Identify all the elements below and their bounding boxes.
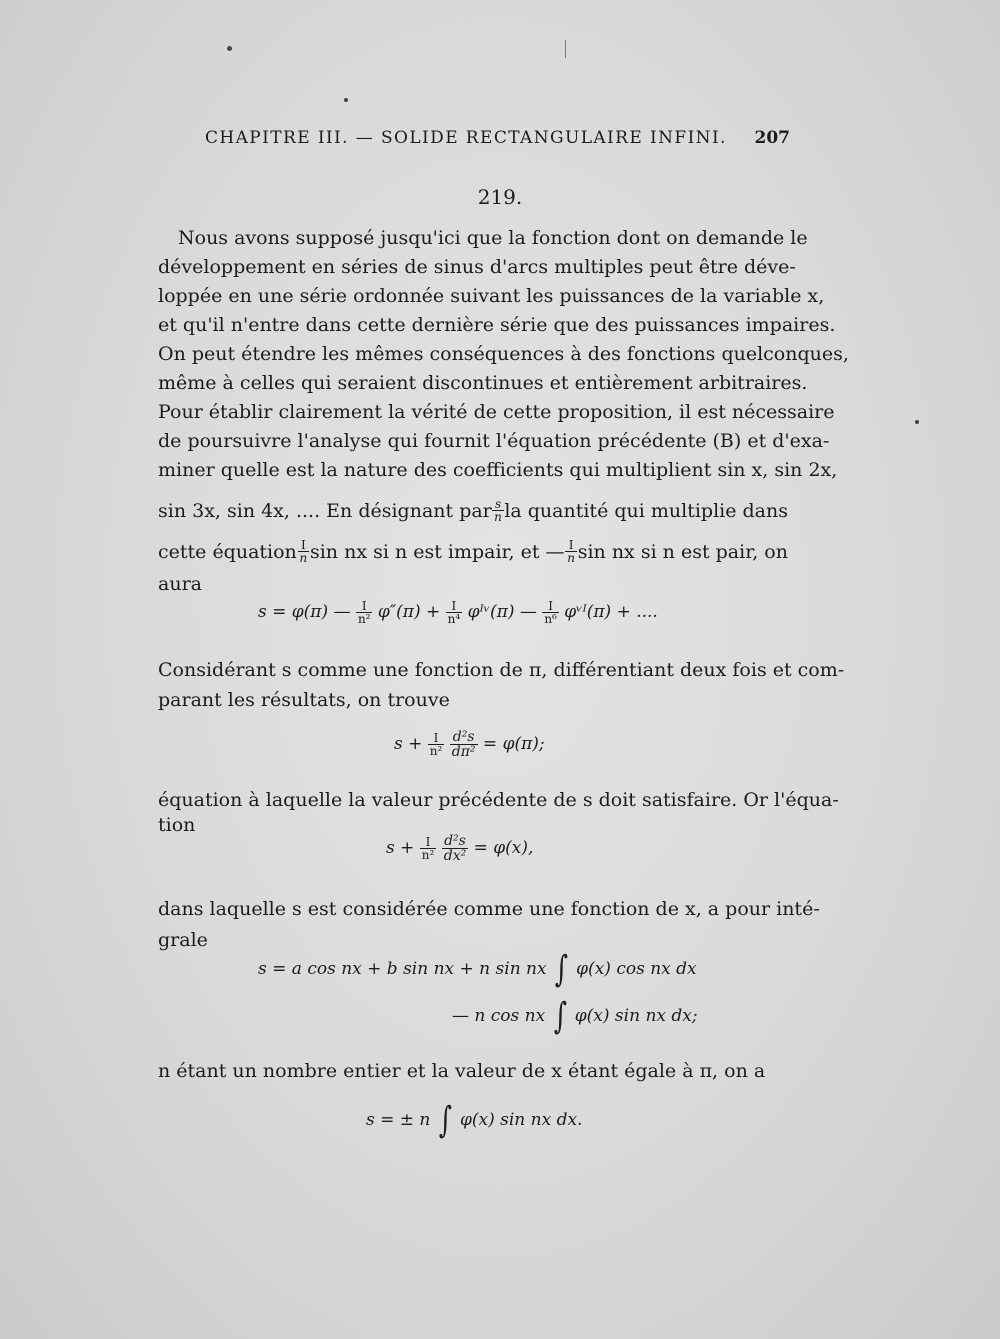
page-speck [915,420,919,424]
equation-integral: s = ± n ∫ φ(x) sin nx dx. [366,1099,583,1141]
text-line: On peut étendre les mêmes conséquences à des fonctions quelconques, [158,343,849,365]
fraction: $\frac{I}{\text{n⁴}}$ [447,599,461,626]
fraction: $\frac{I}{\text{n²}}$ [429,731,443,758]
integral-sign: ∫ [438,1099,452,1141]
text-line: aura [158,573,202,595]
equation-differential: s + $\frac{I}{\text{n²}}$ $\frac{\text{d²s}}{\text{dx²}}$ = φ(x), [386,833,534,864]
text-line: n étant un nombre entier et la valeur de x étant égale à π, on a [158,1060,766,1082]
page-number: 207 [754,128,790,148]
text-line: équation à laquelle la valeur précédente de s doit satisfaire. Or l'équa- [158,789,839,811]
text-line: dans laquelle s est considérée comme une fonction de x, a pour inté- [158,898,820,920]
text-line: même à celles qui seraient discontinues et entièrement arbitraires. [158,372,808,394]
fraction: $\frac{I}{\text{n²}}$ [421,835,435,862]
fraction: $\frac{I}{n}$ [299,538,308,565]
text-segment: sin nx si n est pair, on [577,540,788,563]
text-line: tion [158,814,196,836]
text-line: Pour établir clairement la vérité de cette proposition, il est nécessaire [158,401,835,423]
integral-sign: ∫ [554,948,568,990]
text-segment: la quantité qui multiplie dans [504,499,788,522]
fraction: $\frac{s}{n}$ [494,497,502,524]
fraction: $\frac{I}{\text{n⁶}}$ [544,599,557,626]
text-line: grale [158,929,208,951]
text-line: loppée en une série ordonnée suivant les puissances de la variable x, [158,285,825,307]
fraction: $\frac{I}{\text{n²}}$ [357,599,371,626]
text-line: Nous avons supposé jusqu'ici que la fonction dont on demande le [178,227,808,249]
text-line-with-fraction [158,539,788,564]
fraction: $\frac{I}{n}$ [567,538,575,565]
page-scratch [565,40,566,58]
fraction: $\frac{\text{d²s}}{\text{dx²}}$ [443,833,467,864]
text-line: miner quelle est la nature des coefficients qui multiplient sin x, sin 2x, [158,459,838,481]
equation-series: s = φ(π) — $\frac{I}{\text{n²}}$ φ″(π) + $\frac{I}{\text{n⁴}}$ φᴵᵛ(π) — $\frac{I}{\text{n⁶}}$ φᵛᴵ(π) + .... [258,599,658,626]
text-segment: sin 3x, sin 4x, .... En désignant par [158,499,492,522]
page-speck [344,98,348,102]
text-line: développement en séries de sinus d'arcs multiples peut être déve- [158,256,796,278]
text-segment: sin nx si n est impair, et — [309,540,565,563]
integral-sign: ∫ [553,995,567,1037]
text-segment: cette équation [158,540,297,563]
equation-integral-line2: — n cos nx ∫ φ(x) sin nx dx; [452,995,698,1037]
text-line: parant les résultats, on trouve [158,689,450,711]
text-line-with-fraction [158,498,788,523]
equation-differential: s + $\frac{I}{\text{n²}}$ $\frac{\text{d²s}}{\text{dπ²}}$ = φ(π); [394,729,545,760]
page-speck [227,46,232,51]
running-title: CHAPITRE III. — SOLIDE RECTANGULAIRE INFINI. [205,128,727,148]
text-line: Considérant s comme une fonction de π, différentiant deux fois et com- [158,659,845,681]
running-header [205,128,790,148]
text-line: et qu'il n'entre dans cette dernière série que des puissances impaires. [158,314,836,336]
section-number: 219. [477,185,523,209]
text-line: de poursuivre l'analyse qui fournit l'équation précédente (B) et d'exa- [158,430,830,452]
equation-integral-line1: s = a cos nx + b sin nx + n sin nx ∫ φ(x) cos nx dx [258,948,697,990]
fraction: $\frac{\text{d²s}}{\text{dπ²}}$ [451,729,476,760]
